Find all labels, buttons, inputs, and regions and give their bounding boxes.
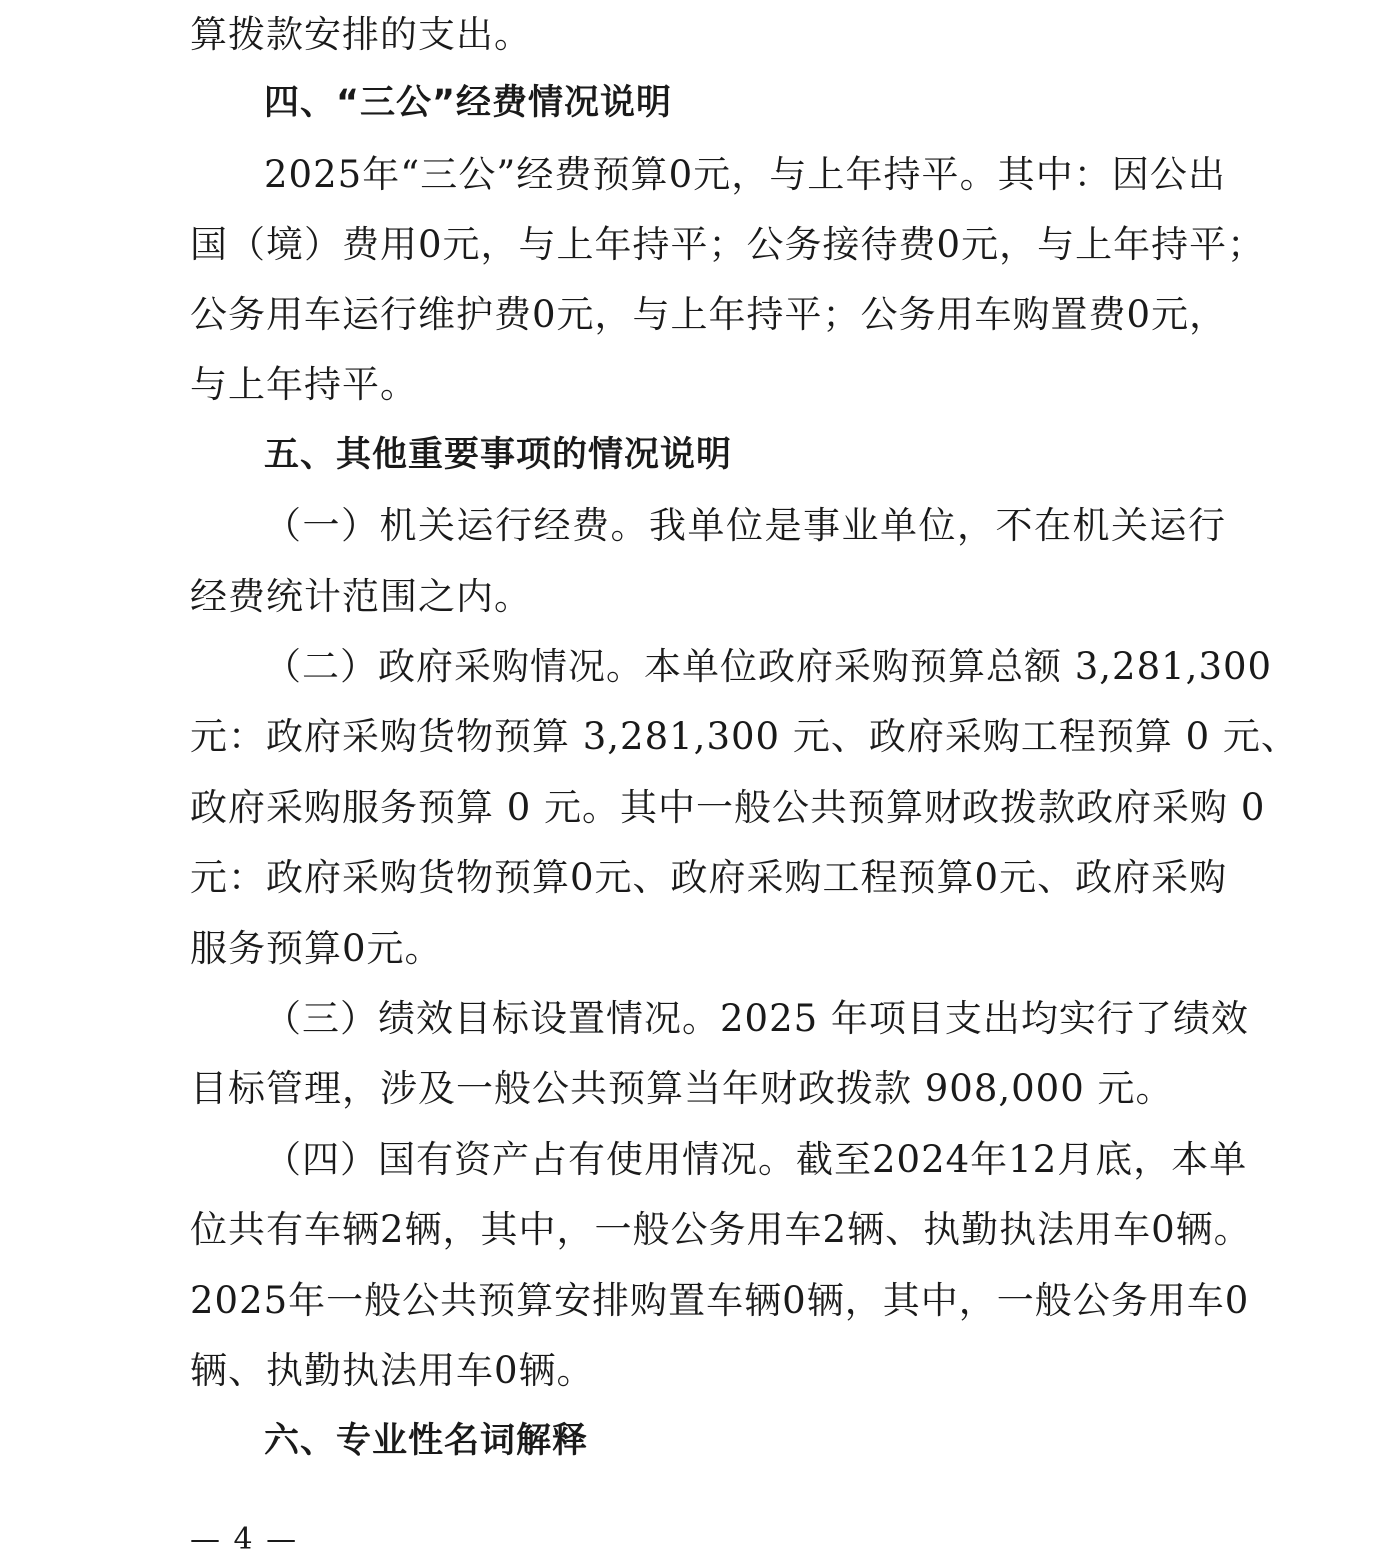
paragraph-line: 目标管理，涉及一般公共预算当年财政拨款 908,000 元。 [190,1067,1174,1110]
paragraph-line: 国（境）费用0元，与上年持平；公务接待费0元，与上年持平； [190,223,1266,266]
paragraph-line: 服务预算0元。 [190,927,443,970]
paragraph-line: 2025年一般公共预算安排购置车辆0辆，其中，一般公务用车0 [190,1279,1250,1322]
paragraph-line: （一）机关运行经费。我单位是事业单位，不在机关运行 [264,504,1226,547]
paragraph-line: （二）政府采购情况。本单位政府采购预算总额 3,281,300 [264,645,1273,688]
section-heading-three-public-expenses: 四、“三公”经费情况说明 [264,83,673,123]
paragraph-line: 辆、执勤执法用车0辆。 [190,1349,595,1392]
paragraph-line: 政府采购服务预算 0 元。其中一般公共预算财政拨款政府采购 0 [190,786,1266,829]
paragraph-line: 经费统计范围之内。 [190,575,532,618]
section-heading-terminology: 六、专业性名词解释 [264,1421,589,1461]
paragraph-line: 算拨款安排的支出。 [190,13,532,56]
section-heading-other-matters: 五、其他重要事项的情况说明 [264,435,733,475]
paragraph-line: 位共有车辆2辆，其中，一般公务用车2辆、执勤执法用车0辆。 [190,1208,1252,1251]
paragraph-line: 元：政府采购货物预算0元、政府采购工程预算0元、政府采购 [190,856,1228,899]
paragraph-line: 与上年持平。 [190,363,418,406]
paragraph-line: （三）绩效目标设置情况。2025 年项目支出均实行了绩效 [264,997,1249,1040]
paragraph-line: （四）国有资产占有使用情况。截至2024年12月底，本单 [264,1138,1248,1181]
paragraph-line: 2025年“三公”经费预算0元，与上年持平。其中：因公出 [264,153,1226,196]
paragraph-line: 公务用车运行维护费0元，与上年持平；公务用车购置费0元， [190,293,1228,336]
paragraph-line: 元：政府采购货物预算 3,281,300 元、政府采购工程预算 0 元、 [190,715,1299,758]
page-number: — 4 — [190,1522,299,1557]
